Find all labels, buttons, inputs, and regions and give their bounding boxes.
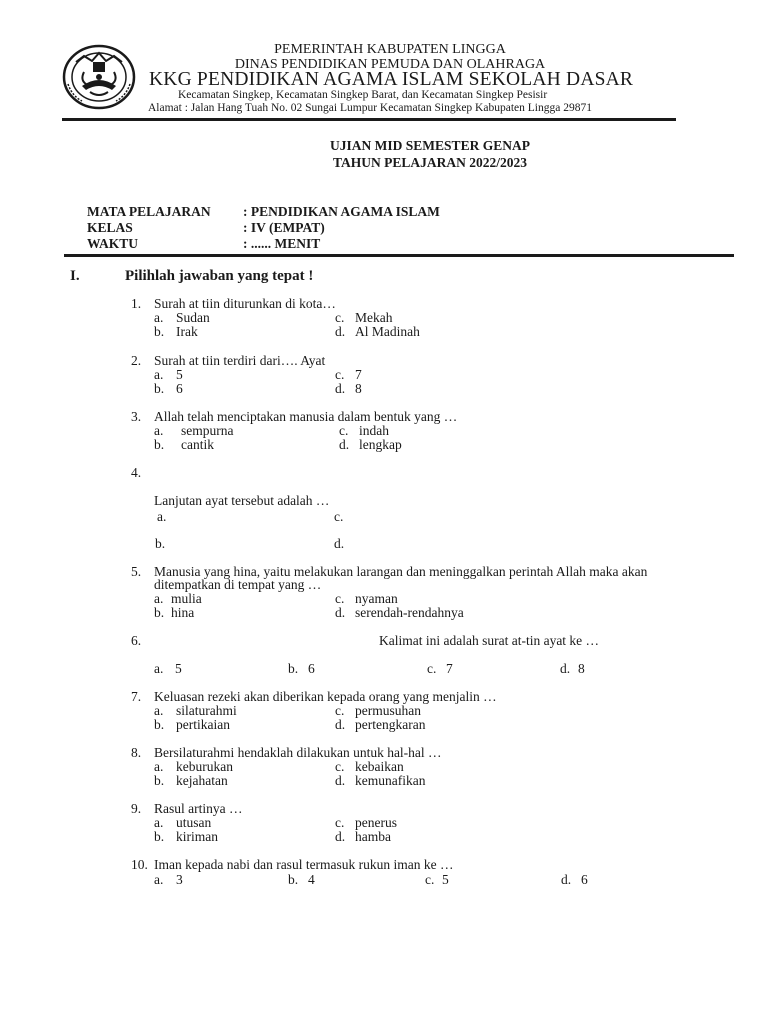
option-text: nyaman (355, 591, 398, 606)
option-letter: d. (335, 605, 346, 620)
option-text: pertikaian (176, 717, 230, 732)
letterhead-divider (62, 118, 676, 121)
option-letter: b. (154, 324, 165, 339)
option-letter: d. (334, 536, 345, 551)
option-text: kebaikan (355, 759, 404, 774)
header-organization-title: KKG PENDIDIKAN AGAMA ISLAM SEKOLAH DASAR (149, 69, 634, 90)
option-text: kiriman (176, 829, 218, 844)
option-text: kejahatan (176, 773, 228, 788)
option-text: Mekah (355, 310, 393, 325)
question-number: 3. (131, 409, 142, 424)
option-letter: d. (335, 773, 346, 788)
question-text: Keluasan rezeki akan diberikan kepada orang yang menjalin … (154, 689, 497, 704)
option-letter: d. (335, 829, 346, 844)
header-government: PEMERINTAH KABUPATEN LINGGA (274, 42, 506, 57)
option-letter: a. (154, 310, 164, 325)
option-text: 5 (442, 872, 449, 887)
question-text: Kalimat ini adalah surat at-tin ayat ke … (379, 633, 600, 648)
question-text: Bersilaturahmi hendaklah dilakukan untuk hal-hal … (154, 745, 442, 760)
question-number: 9. (131, 801, 142, 816)
option-text: 7 (446, 661, 453, 676)
option-letter: a. (154, 423, 164, 438)
option-text: 6 (308, 661, 315, 676)
option-letter: b. (154, 773, 165, 788)
question-text: Surah at tiin diturunkan di kota… (154, 296, 336, 311)
option-text: hina (171, 605, 195, 620)
option-letter: d. (560, 661, 571, 676)
option-text: utusan (176, 815, 212, 830)
question-number: 4. (131, 465, 142, 480)
option-text: pertengkaran (355, 717, 426, 732)
option-text: mulia (171, 591, 202, 606)
option-text: silaturahmi (176, 703, 237, 718)
option-text: Al Madinah (355, 324, 420, 339)
option-letter: c. (339, 423, 349, 438)
option-text: lengkap (359, 437, 402, 452)
option-letter: c. (335, 367, 345, 382)
header-districts: Kecamatan Singkep, Kecamatan Singkep Barat, dan Kecamatan Singkep Pesisir (178, 89, 548, 101)
option-text: 5 (176, 367, 183, 382)
question-text: Allah telah menciptakan manusia dalam bentuk yang … (154, 409, 458, 424)
option-letter: b. (154, 437, 165, 452)
option-letter: a. (154, 367, 164, 382)
option-text: 8 (578, 661, 585, 676)
option-letter: d. (335, 717, 346, 732)
option-letter: c. (334, 509, 344, 524)
question-text: Manusia yang hina, yaitu melakukan larangan dan meninggalkan perintah Allah maka akan (154, 564, 648, 579)
option-letter: a. (154, 872, 164, 887)
question-number: 10. (131, 857, 148, 872)
section-divider (64, 254, 734, 257)
option-letter: d. (561, 872, 572, 887)
option-text: Irak (176, 324, 198, 339)
question-number: 5. (131, 564, 142, 579)
option-letter: b. (288, 872, 299, 887)
option-letter: b. (154, 717, 165, 732)
section-number: I. (70, 268, 80, 284)
info-value-time: : ...... MENIT (243, 236, 321, 251)
question-text: Iman kepada nabi dan rasul termasuk rukun iman ke … (154, 857, 454, 872)
exam-title: UJIAN MID SEMESTER GENAP (330, 138, 530, 153)
option-text: 6 (581, 872, 588, 887)
option-text: cantik (181, 437, 214, 452)
question-text: Rasul artinya … (154, 801, 243, 816)
option-letter: a. (154, 815, 164, 830)
option-letter: d. (339, 437, 350, 452)
info-label-time: WAKTU (87, 236, 139, 251)
option-text: kemunafikan (355, 773, 426, 788)
header-department: DINAS PENDIDIKAN PEMUDA DAN OLAHRAGA (234, 57, 546, 72)
option-letter: c. (335, 591, 345, 606)
option-letter: c. (335, 703, 345, 718)
option-letter: c. (335, 310, 345, 325)
option-letter: b. (155, 536, 166, 551)
info-label-class: KELAS (87, 220, 133, 235)
option-text: hamba (355, 829, 391, 844)
option-letter: b. (154, 381, 165, 396)
option-letter: c. (335, 759, 345, 774)
question-text-continued: ditempatkan di tempat yang … (154, 577, 322, 592)
option-letter: a. (154, 661, 164, 676)
option-text: penerus (355, 815, 397, 830)
question-number: 7. (131, 689, 142, 704)
option-letter: a. (154, 703, 164, 718)
option-text: 7 (355, 367, 362, 382)
option-letter: b. (154, 605, 165, 620)
question-number: 1. (131, 296, 142, 311)
option-letter: a. (154, 759, 164, 774)
option-text: keburukan (176, 759, 233, 774)
option-letter: b. (288, 661, 299, 676)
option-text: permusuhan (355, 703, 421, 718)
option-text: serendah-rendahnya (355, 605, 464, 620)
question-text: Surah at tiin terdiri dari…. Ayat (154, 353, 326, 368)
header-address: Alamat : Jalan Hang Tuah No. 02 Sungai Lumpur Kecamatan Singkep Kabupaten Lingga 29871 (148, 102, 592, 114)
regency-emblem-logo (62, 44, 136, 110)
question-text: Lanjutan ayat tersebut adalah … (154, 493, 330, 508)
exam-year: TAHUN PELAJARAN 2022/2023 (332, 155, 527, 170)
option-letter: c. (335, 815, 345, 830)
option-text: 3 (176, 872, 183, 887)
info-value-class: : IV (EMPAT) (243, 220, 325, 235)
option-text: 8 (355, 381, 362, 396)
info-value-subject: : PENDIDIKAN AGAMA ISLAM (243, 204, 440, 219)
option-letter: a. (154, 591, 164, 606)
option-text: Sudan (176, 310, 210, 325)
option-letter: d. (335, 381, 346, 396)
option-text: 5 (175, 661, 182, 676)
option-letter: a. (157, 509, 167, 524)
option-text: sempurna (181, 423, 234, 438)
option-text: 6 (176, 381, 183, 396)
option-letter: c. (425, 872, 435, 887)
question-number: 6. (131, 633, 142, 648)
section-instruction: Pilihlah jawaban yang tepat ! (125, 268, 314, 284)
option-letter: b. (154, 829, 165, 844)
option-letter: c. (427, 661, 437, 676)
option-text: indah (359, 423, 389, 438)
info-label-subject: MATA PELAJARAN (87, 204, 211, 219)
question-number: 8. (131, 745, 142, 760)
question-number: 2. (131, 353, 142, 368)
option-letter: d. (335, 324, 346, 339)
option-text: 4 (308, 872, 315, 887)
